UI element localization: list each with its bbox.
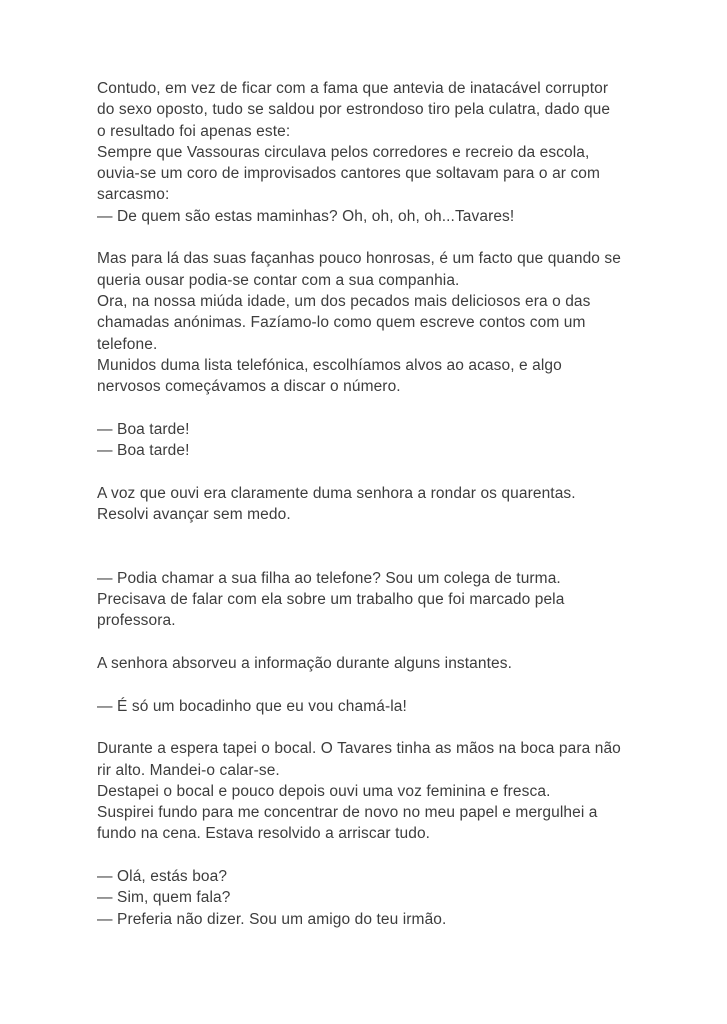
text-line: chamadas anónimas. Fazíamo-lo como quem escreve contos com um <box>97 314 586 332</box>
text-line: queria ousar podia-se contar com a sua companhia. <box>97 271 460 289</box>
paragraph <box>97 78 642 227</box>
text-line: Durante a espera tapei o bocal. O Tavares tinha as mãos na boca para não <box>97 740 621 758</box>
text-line: Ora, na nossa miúda idade, um dos pecados mais deliciosos era o das <box>97 292 591 310</box>
text-line: — Podia chamar a sua filha ao telefone? Sou um colega de turma. <box>97 569 561 587</box>
text-line: sarcasmo: <box>97 186 170 204</box>
text-line: A senhora absorveu a informação durante alguns instantes. <box>97 655 512 673</box>
text-line: o resultado foi apenas este: <box>97 122 291 140</box>
text-line: — Boa tarde! <box>97 420 190 438</box>
paragraph <box>97 866 642 930</box>
text-line: rir alto. Mandei-o calar-se. <box>97 761 280 779</box>
text-line: A voz que ouvi era claramente duma senhora a rondar os quarentas. <box>97 484 576 502</box>
text-line: do sexo oposto, tudo se saldou por estrondoso tiro pela culatra, dado que <box>97 101 611 119</box>
text-line: Destapei o bocal e pouco depois ouvi uma voz feminina e fresca. <box>97 782 551 800</box>
text-line: professora. <box>97 612 176 630</box>
paragraph <box>97 568 642 632</box>
text-line: ouvia-se um coro de improvisados cantores que soltavam para o ar com <box>97 165 601 183</box>
text-line: Resolvi avançar sem medo. <box>97 505 291 523</box>
paragraph <box>97 419 642 462</box>
text-line: Sempre que Vassouras circulava pelos corredores e recreio da escola, <box>97 143 590 161</box>
paragraph <box>97 696 642 717</box>
paragraph <box>97 738 642 844</box>
text-line: — Sim, quem fala? <box>97 889 231 907</box>
text-line: Precisava de falar com ela sobre um trabalho que foi marcado pela <box>97 591 565 609</box>
text-line: nervosos começávamos a discar o número. <box>97 378 401 396</box>
document-text <box>97 78 642 930</box>
text-line: Contudo, em vez de ficar com a fama que antevia de inatacável corruptor <box>97 80 609 97</box>
paragraph <box>97 248 642 397</box>
text-line: — Boa tarde! <box>97 442 190 460</box>
paragraph <box>97 483 642 526</box>
paragraph <box>97 653 642 674</box>
text-line: — É só um bocadinho que eu vou chamá-la! <box>97 697 407 715</box>
text-line: Suspirei fundo para me concentrar de novo no meu papel e mergulhei a <box>97 804 598 822</box>
text-line: Munidos duma lista telefónica, escolhíamos alvos ao acaso, e algo <box>97 356 562 374</box>
text-line: Mas para lá das suas façanhas pouco honrosas, é um facto que quando se <box>97 250 622 268</box>
text-line: telefone. <box>97 335 158 353</box>
text-line: — Preferia não dizer. Sou um amigo do teu irmão. <box>97 910 447 928</box>
text-line: fundo na cena. Estava resolvido a arriscar tudo. <box>97 825 431 843</box>
text-line: — De quem são estas maminhas? Oh, oh, oh, oh...Tavares! <box>97 207 515 225</box>
text-line: — Olá, estás boa? <box>97 867 228 885</box>
